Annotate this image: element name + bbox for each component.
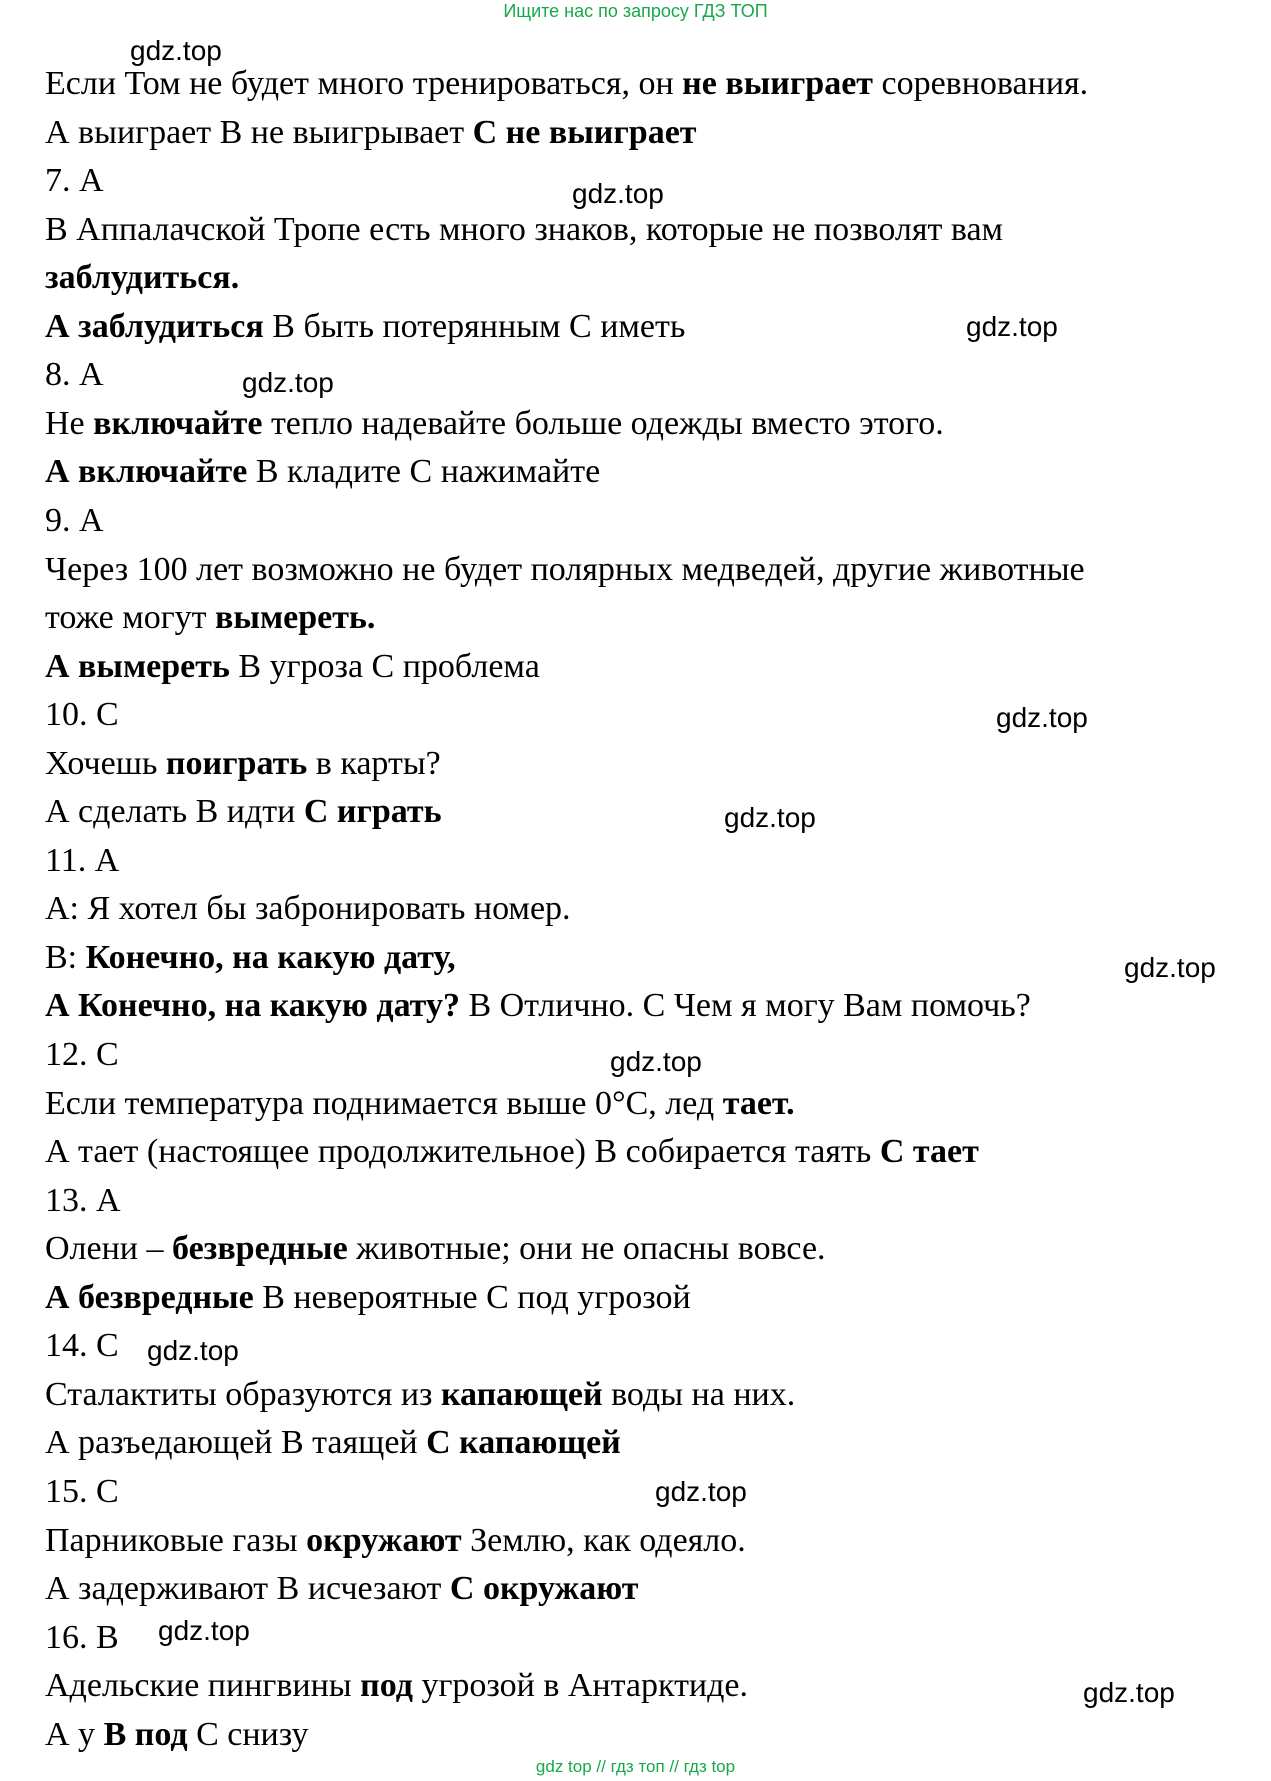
- text-segment: воды на них.: [602, 1376, 796, 1413]
- text-segment: А: Я хотел бы забронировать номер.: [45, 890, 571, 927]
- text-line: [45, 258, 239, 298]
- text-segment: Через 100 лет возможно не будет полярных медведей, другие животные: [45, 551, 1085, 588]
- text-segment: в карты?: [307, 745, 441, 782]
- text-line: [45, 452, 600, 492]
- watermark: gdz.top: [996, 702, 1088, 733]
- text-segment: 13. А: [45, 1182, 121, 1219]
- watermark: gdz.top: [1083, 1677, 1175, 1708]
- text-segment: Хочешь: [45, 745, 166, 782]
- watermark: gdz.top: [724, 802, 816, 833]
- text-segment: животные; они не опасны вовсе.: [347, 1230, 826, 1267]
- text-segment: В Аппалачской Тропе есть много знаков, которые не позволят вам: [45, 211, 1004, 248]
- text-segment: Если Том не будет много тренироваться, он: [45, 65, 683, 102]
- text-segment: 8. А: [45, 356, 104, 393]
- watermark: gdz.top: [242, 367, 334, 398]
- text-line: [45, 1423, 621, 1463]
- text-segment: Землю, как одеяло.: [461, 1522, 746, 1559]
- text-segment: А сделать В идти: [45, 793, 304, 830]
- text-line: [45, 744, 441, 784]
- text-line: [45, 647, 540, 687]
- bottom-banner: gdz top // гдз топ // гдз top: [535, 1757, 736, 1776]
- bold-text: Конечно, на какую дату,: [85, 939, 456, 976]
- text-line: [45, 1618, 119, 1658]
- text-line: [45, 64, 1088, 104]
- text-segment: тепло надевайте больше одежды вместо этого.: [262, 405, 944, 442]
- text-line: [45, 113, 697, 153]
- text-line: [45, 1569, 638, 1609]
- bold-text: А заблудиться: [45, 308, 264, 345]
- bold-text: А Конечно, на какую дату?: [45, 987, 460, 1024]
- text-segment: В невероятные С под угрозой: [253, 1279, 691, 1316]
- text-segment: 16. В: [45, 1619, 119, 1656]
- text-segment: А у: [45, 1716, 104, 1753]
- text-line: [45, 404, 944, 444]
- text-line: [45, 1521, 746, 1561]
- text-segment: Если температура поднимается выше 0°C, лед: [45, 1085, 723, 1122]
- text-segment: В быть потерянным С иметь: [263, 308, 686, 345]
- bold-text: С капающей: [426, 1424, 621, 1461]
- text-line: [45, 1229, 826, 1269]
- bold-text: капающей: [440, 1376, 603, 1413]
- bold-text: окружают: [306, 1522, 462, 1559]
- text-line: [45, 1326, 119, 1366]
- watermark: gdz.top: [1124, 952, 1216, 983]
- bold-text: тает.: [722, 1085, 795, 1122]
- bold-text: В под: [103, 1716, 188, 1753]
- text-segment: Парниковые газы: [45, 1522, 307, 1559]
- text-line: [45, 1715, 308, 1755]
- text-segment: 11. А: [45, 842, 120, 879]
- text-line: [45, 986, 1031, 1026]
- text-line: [45, 1375, 795, 1415]
- text-segment: А тает (настоящее продолжительное) В собирается таять: [45, 1133, 880, 1170]
- text-line: [45, 210, 1003, 250]
- text-segment: 10. С: [45, 696, 119, 733]
- text-segment: 9. А: [45, 502, 104, 539]
- bold-text: заблудиться.: [45, 259, 240, 296]
- text-segment: Адельские пингвины: [45, 1667, 361, 1704]
- text-segment: 14. С: [45, 1327, 119, 1364]
- text-segment: Не: [45, 405, 94, 442]
- bold-text: С не выиграет: [472, 114, 697, 151]
- text-line: [45, 695, 119, 735]
- bold-text: С играть: [303, 793, 442, 830]
- watermark: gdz.top: [572, 178, 664, 209]
- text-line: [45, 841, 119, 881]
- text-line: [45, 307, 685, 347]
- text-line: [45, 501, 104, 541]
- text-segment: Сталактиты образуются из: [45, 1376, 441, 1413]
- bold-text: не выиграет: [682, 65, 873, 102]
- watermark: gdz.top: [158, 1615, 250, 1646]
- text-line: [45, 1035, 119, 1075]
- watermark: gdz.top: [966, 311, 1058, 342]
- text-segment: В:: [45, 939, 86, 976]
- watermark: gdz.top: [610, 1046, 702, 1077]
- text-segment: В кладите С нажимайте: [247, 453, 601, 490]
- text-line: [45, 355, 104, 395]
- text-line: [45, 161, 104, 201]
- watermark: gdz.top: [130, 35, 222, 66]
- text-line: [45, 1181, 121, 1221]
- bold-text: С окружают: [449, 1570, 639, 1607]
- text-segment: А задерживают В исчезают: [45, 1570, 450, 1607]
- text-segment: 12. С: [45, 1036, 119, 1073]
- bold-text: под: [360, 1667, 413, 1704]
- bold-text: безвредные: [172, 1230, 348, 1267]
- text-line: [45, 938, 456, 978]
- text-line: [45, 550, 1085, 590]
- top-banner: Ищите нас по запросу ГДЗ ТОП: [503, 1, 768, 21]
- bold-text: С тает: [879, 1133, 979, 1170]
- text-segment: А разъедающей В таящей: [45, 1424, 427, 1461]
- text-line: [45, 792, 442, 832]
- text-line: [45, 889, 571, 929]
- bold-text: вымереть.: [215, 599, 376, 636]
- bold-text: А безвредные: [45, 1279, 254, 1316]
- text-segment: угрозой в Антарктиде.: [412, 1667, 749, 1704]
- text-line: [45, 1278, 691, 1318]
- text-segment: С снизу: [187, 1716, 309, 1753]
- text-segment: 15. С: [45, 1473, 119, 1510]
- text-segment: соревнования.: [873, 65, 1089, 102]
- text-line: [45, 1472, 119, 1512]
- bold-text: включайте: [93, 405, 263, 442]
- text-segment: В угроза С проблема: [229, 648, 540, 685]
- bold-text: А вымереть: [45, 648, 230, 685]
- text-line: [45, 1666, 748, 1706]
- watermark: gdz.top: [655, 1476, 747, 1507]
- watermark: gdz.top: [147, 1335, 239, 1366]
- text-segment: тоже могут: [45, 599, 216, 636]
- text-line: [45, 1132, 979, 1172]
- text-line: [45, 598, 375, 638]
- text-segment: В Отлично. С Чем я могу Вам помочь?: [459, 987, 1031, 1024]
- text-line: [45, 1084, 795, 1124]
- bold-text: поиграть: [165, 745, 308, 782]
- bold-text: А включайте: [45, 453, 248, 490]
- text-segment: Олени –: [45, 1230, 173, 1267]
- text-segment: 7. А: [45, 162, 104, 199]
- text-segment: А выиграет В не выигрывает: [45, 114, 473, 151]
